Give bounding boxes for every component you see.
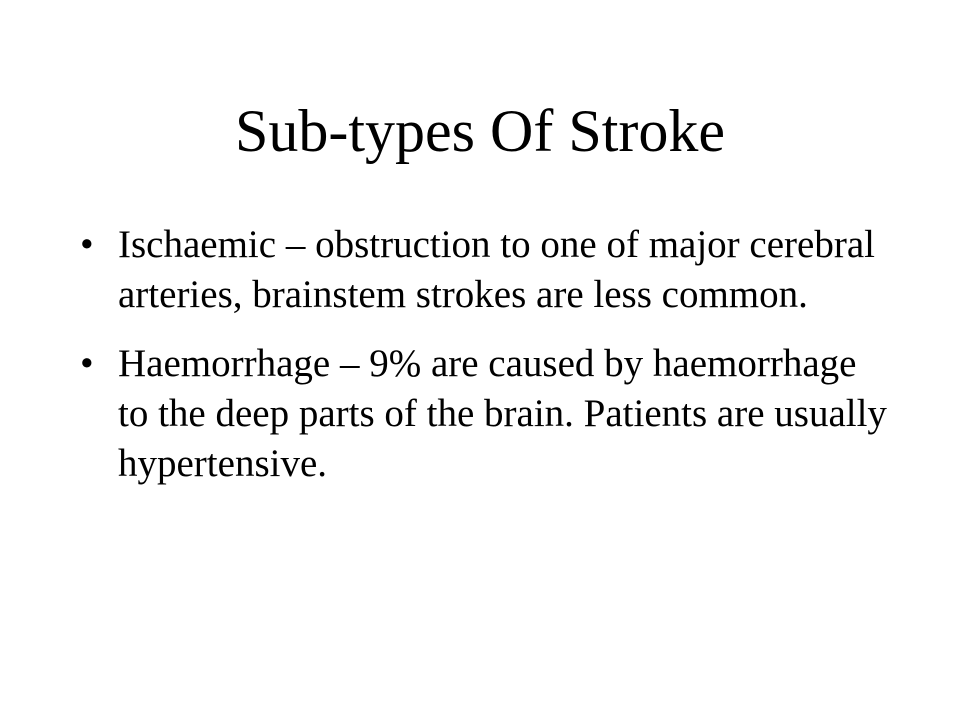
bullet-text: Haemorrhage – 9% are caused by haemorrhage to the deep parts of the brain. Patients are usually hypertensive. xyxy=(118,342,887,485)
bullet-text: Ischaemic – obstruction to one of major cerebral arteries, brainstem strokes are less common. xyxy=(118,223,875,316)
bullet-item-haemorrhage xyxy=(72,339,892,489)
bullet-icon: • xyxy=(80,223,94,266)
bullet-icon: • xyxy=(80,342,94,385)
slide-title: Sub-types Of Stroke xyxy=(235,98,725,164)
bullet-list xyxy=(72,220,892,508)
bullet-item-ischaemic xyxy=(72,220,892,320)
